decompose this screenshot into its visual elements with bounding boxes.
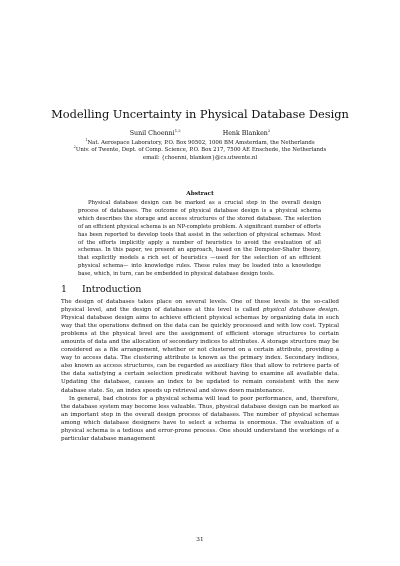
abstract-text: Physical database design can be marked as a crucial step in the overall design process of databases. The outcome of physical database design is a physical schema which describes the storage and access structures of the stored database. The selection of an efficient physical schema is an NP-complete problem. A significant number of efforts has been reported to develop tools that assist in the selection of physical schemas. Most of the efforts implicitly apply a number of heuristics to avoid the evaluation of all schemas. In this paper, we present an approach, based on the Dempster-Shafer theory, that explicitly models a rich set of heuristics —used for the selection of an efficient physical schema— into knowledge rules. These rules may be loaded into a knowledge base, which, in turn, can be embedded in physical database design tools. <box>78 200 321 278</box>
paper-title: Modelling Uncertainty in Physical Database Design <box>51 107 349 121</box>
body-paragraph <box>61 395 339 443</box>
affiliation-mark: 2 <box>73 145 76 150</box>
author <box>222 127 271 138</box>
section-title: Introduction <box>82 284 142 295</box>
author <box>129 127 181 138</box>
affiliation-mark: 1 <box>85 138 88 143</box>
email-line: email: {choenni, blanken}@cs.utwente.nl <box>142 154 258 161</box>
abstract-heading: Abstract <box>186 191 214 197</box>
section-body <box>61 298 339 443</box>
affiliation-text: Univ. of Twente, Dept. of Comp. Science, P.O. Box 217, 7500 AE Enschede, the Netherlands <box>75 147 327 154</box>
emphasized-term: physical database design <box>262 307 338 314</box>
paragraph-text: The design of databases takes place on several levels. One of these levels is the so-called physical level, and the design of databases at this level is called <box>61 299 339 314</box>
author-name: Henk Blanken <box>222 130 268 137</box>
paragraph-text: In general, bad choices for a physical schema will lead to poor performance, and, therefore, the database system may become less valuable. Thus, physical database design can be marked as an important step in the overall design process of databases. The number of physical schemas among which database designers have to select a schema is enormous. The evaluation of a physical schema is a tedious and error-prone process. One should understand the workings of a particular database management <box>61 395 339 442</box>
paragraph-text: . Physical database design aims to achieve efficient physical schemas by organizing data in such way that the operations defined on the data can be quickly processed and with low cost. Typical problems at the physical level are the assignment of efficient storage structures to certain amounts of data and the allocation of secondary indices to attributes. A storage structure may be considered as a file arrangement, whether or not clustered on a certain attribute, providing a way to access data. The clustering attribute is known as the primary index. Secondary indices, also known as access structures, can be regarded as auxiliary files that allow to retrieve parts of the data satisfying a certain selection predicate without having to examine all available data. Updating the database, causes an index to be updated to remain consistent with the new database state. So, an index speeds up retrieval and slows down maintenance. <box>61 307 339 394</box>
author-name: Sunil Choenni <box>129 130 175 137</box>
author-affiliation-mark: 2 <box>267 127 271 133</box>
affiliation-text: Nat. Aerospace Laboratory, P.O. Box 90502, 1006 BM Amsterdam, the Netherlands <box>87 140 315 146</box>
body-paragraph <box>61 298 339 395</box>
section-number: 1 <box>61 284 67 295</box>
page-number: 31 <box>196 537 204 543</box>
author-affiliation-mark: 1,2 <box>174 127 181 133</box>
author-list <box>0 127 400 138</box>
section-heading <box>61 284 341 296</box>
affiliations <box>0 140 400 162</box>
affiliation-line <box>0 147 400 154</box>
